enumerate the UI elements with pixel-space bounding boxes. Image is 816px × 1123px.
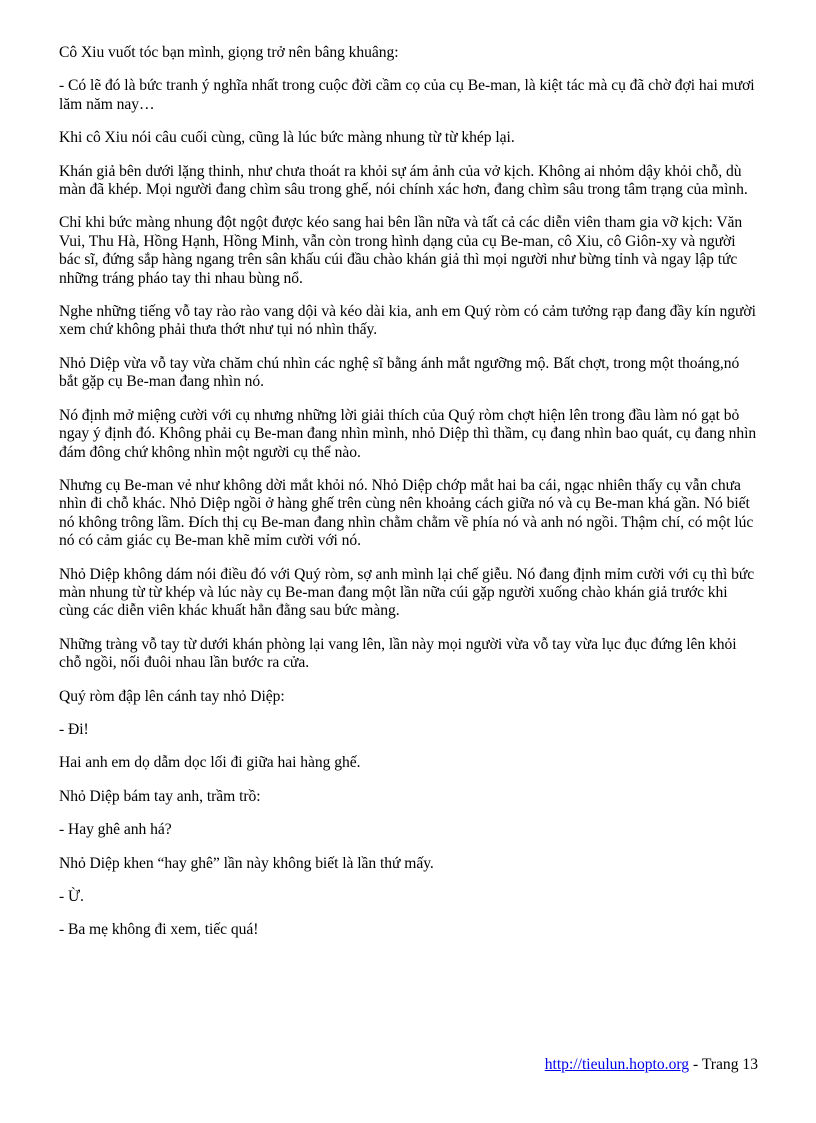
paragraph: - Hay ghê anh há? [59,821,172,839]
paragraph: - Ừ. [59,888,84,905]
document-body [59,44,759,955]
paragraph: Hai anh em dọ dẫm dọc lối đi giữa hai hàng ghế. [59,754,361,772]
paragraph: Nhỏ Diệp khen “hay ghê” lần này không biết là lần thứ mấy. [59,854,434,872]
paragraph: - Ba mẹ không đi xem, tiếc quá! [59,921,259,939]
paragraph: Nghe những tiếng vỗ tay rào rào vang dội và kéo dài kia, anh em Quý ròm có cảm tưởng rạp đang đầy kín người xem chứ không phải thưa thớt như tụi nó nhìn thấy. [59,303,756,339]
source-link[interactable]: http://tieulun.hopto.org [544,1056,690,1073]
footer-separator: - [689,1056,702,1073]
paragraph: Chỉ khi bức màng nhung đột ngột được kéo sang hai bên lần nữa và tất cả các diễn viên tham gia vỡ kịch: Văn Vui, Thu Hà, Hồng Hạnh, Hồng Minh, vẫn còn trong hình dạng của cụ Be-man, cô Xiu, cô Giôn-xy và người bác sĩ, đứng sắp hàng ngang trên sân khấu cúi đầu chào khán giả thì mọi người như bừng tỉnh và ngay lập tức những tráng pháo tay thi nhau bùng nổ. [59,214,743,287]
paragraph: Nhỏ Diệp không dám nói điều đó với Quý ròm, sợ anh mình lại chế giễu. Nó đang định mỉm cười với cụ thì bức màn nhung từ từ khép và lúc này cụ Be-man đang một lần nữa cúi gặp người xuống chào khán giả trước khi cùng các diễn viên khác khuất hẳn đằng sau bức màng. [59,565,755,620]
page-number: Trang 13 [701,1056,758,1073]
paragraph: Khi cô Xiu nói câu cuối cùng, cũng là lúc bức màng nhung từ từ khép lại. [59,129,515,147]
paragraph: Quý ròm đập lên cánh tay nhỏ Diệp: [59,687,285,705]
paragraph: - Có lẽ đó là bức tranh ý nghĩa nhất trong cuộc đời cầm cọ của cụ Be-man, là kiệt tác mà cụ đã chờ đợi hai mươi lăm năm nay… [59,77,755,113]
paragraph: Nhưng cụ Be-man vẻ như không dời mắt khỏi nó. Nhỏ Diệp chớp mắt hai ba cái, ngạc nhiên thấy cụ vẫn chưa nhìn đi chỗ khác. Nhỏ Diệp ngồi ở hàng ghế trên cùng nên khoảng cách giữa nó và cụ Be-man khá gần. Nó biết nó không trông lầm. Đích thị cụ Be-man đang nhìn chằm chằm về phía nó và anh nó ngồi. Thậm chí, có một lúc nó có cảm giác cụ Be-man khẽ mỉm cười với nó. [59,476,754,550]
paragraph: Cô Xiu vuốt tóc bạn mình, giọng trở nên bâng khuâng: [59,44,399,61]
page-footer [545,1056,758,1074]
paragraph: Nhỏ Diệp vừa vỗ tay vừa chăm chú nhìn các nghệ sĩ bằng ánh mắt ngưỡng mộ. Bất chợt, trong một thoáng,nó bắt gặp cụ Be-man đang nhìn nó. [59,354,740,391]
paragraph: Nó định mở miệng cười với cụ nhưng những lời giải thích của Quý ròm chợt hiện lên trong đầu làm nó gạt bỏ ngay ý định đó. Không phải cụ Be-man đang nhìn mình, nhỏ Diệp thì thầm, cụ đang nhìn bao quát, cụ đang nhìn đám đông chứ không nhìn một người cụ thể nào. [59,406,757,461]
paragraph: Khán giả bên dưới lặng thinh, như chưa thoát ra khỏi sự ám ảnh của vở kịch. Không ai nhỏm dậy khỏi chỗ, dù màn đã khép. Mọi người đang chìm sâu trong ghế, nói chính xác hơn, đang chìm sâu trong tâm trạng của mình. [59,162,748,199]
paragraph: - Đi! [59,720,89,738]
paragraph: Những tràng vỗ tay từ dưới khán phòng lại vang lên, lần này mọi người vừa vỗ tay vừa lục đục đứng lên khỏi chỗ ngồi, nối đuôi nhau lần bước ra cửa. [59,635,737,672]
paragraph: Nhỏ Diệp bám tay anh, trầm trồ: [59,787,261,805]
